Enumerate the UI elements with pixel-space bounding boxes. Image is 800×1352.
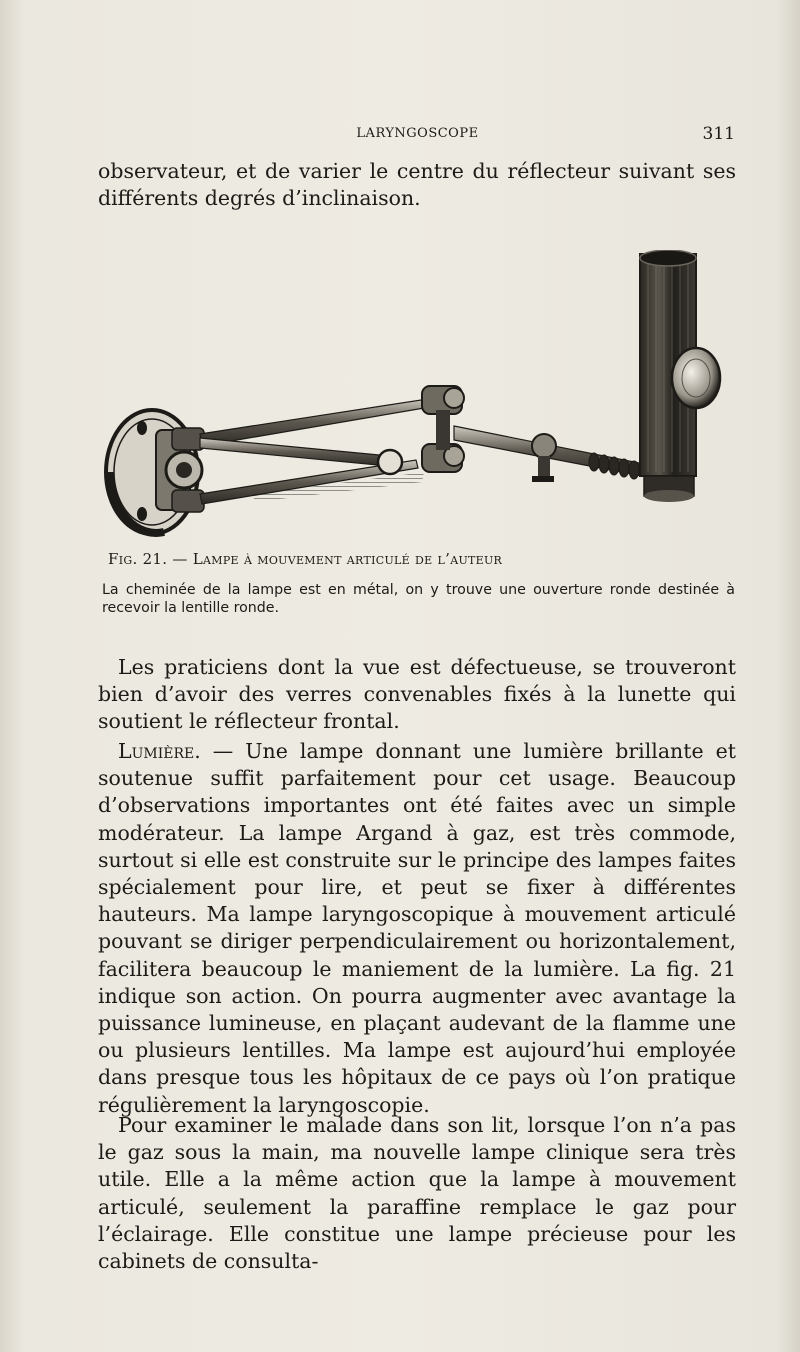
paragraph-praticiens: Les praticiens dont la vue est défectueuse, se trouveront bien d’avoir des verres convenables fixés à la lunette qui soutient le réflecteur frontal. bbox=[98, 655, 736, 734]
paragraph-pour-examiner: Pour examiner le malade dans son lit, lorsque l’on n’a pas le gaz sous la main, ma nouvelle lampe clinique sera très utile. Elle a la même action que la lampe à mouvement articulé, seulement la paraffine remplace le gaz pour l’éclairage. Elle constitue une lampe précieuse pour les cabinets de consulta- bbox=[98, 1113, 736, 1274]
running-head bbox=[100, 126, 735, 146]
paragraph-continuation: observateur, et de varier le centre du réflecteur suivant ses différents degrés d’inclinaison. bbox=[98, 159, 736, 211]
running-title: LARYNGOSCOPE bbox=[356, 126, 479, 141]
figure-caption: La cheminée de la lampe est en métal, on y trouve une ouverture ronde destinée à recevoir la lentille ronde. bbox=[102, 582, 735, 616]
lumiere-text: — Une lampe donnant une lumière brillante et soutenue suffit parfaitement pour cet usage. Beaucoup d’observations importantes ont été faites avec un simple modérateur. La lampe Argand à gaz, est très commode, surtout si elle est construite sur le principe des lampes faites spécialement pour lire, et peut se fixer à différentes hauteurs. Ma lampe laryngoscopique à mouvement articulé pouvant se diriger perpendiculairement ou horizontalement, facilitera beaucoup le maniement de la lumière. La fig. 21 indique son action. On pourra augmenter avec avantage la puissance lumineuse, en plaçant audevant de la flamme une ou plusieurs lentilles. Ma lampe est aujourd’hui employée dans presque tous les hôpitaux de ce pays où l’on pratique régulièrement la laryngoscopie. bbox=[98, 739, 736, 1117]
figure-label: Fig. 21. bbox=[108, 550, 168, 568]
page-number: 311 bbox=[702, 124, 735, 144]
lamp-chimney bbox=[640, 250, 720, 502]
paragraph-lumiere bbox=[98, 738, 736, 1119]
lamp-rod bbox=[454, 426, 644, 482]
figure-title: — Lampe à mouvement articulé de l’auteur bbox=[167, 550, 503, 568]
articulated-arms bbox=[200, 386, 464, 504]
figure-caption-title bbox=[108, 550, 736, 568]
pivot-bracket bbox=[156, 428, 204, 512]
section-heading-lumiere: Lumière. bbox=[118, 739, 201, 763]
figure-lamp-illustration bbox=[104, 250, 734, 540]
articulated-lamp-engraving bbox=[104, 250, 734, 540]
